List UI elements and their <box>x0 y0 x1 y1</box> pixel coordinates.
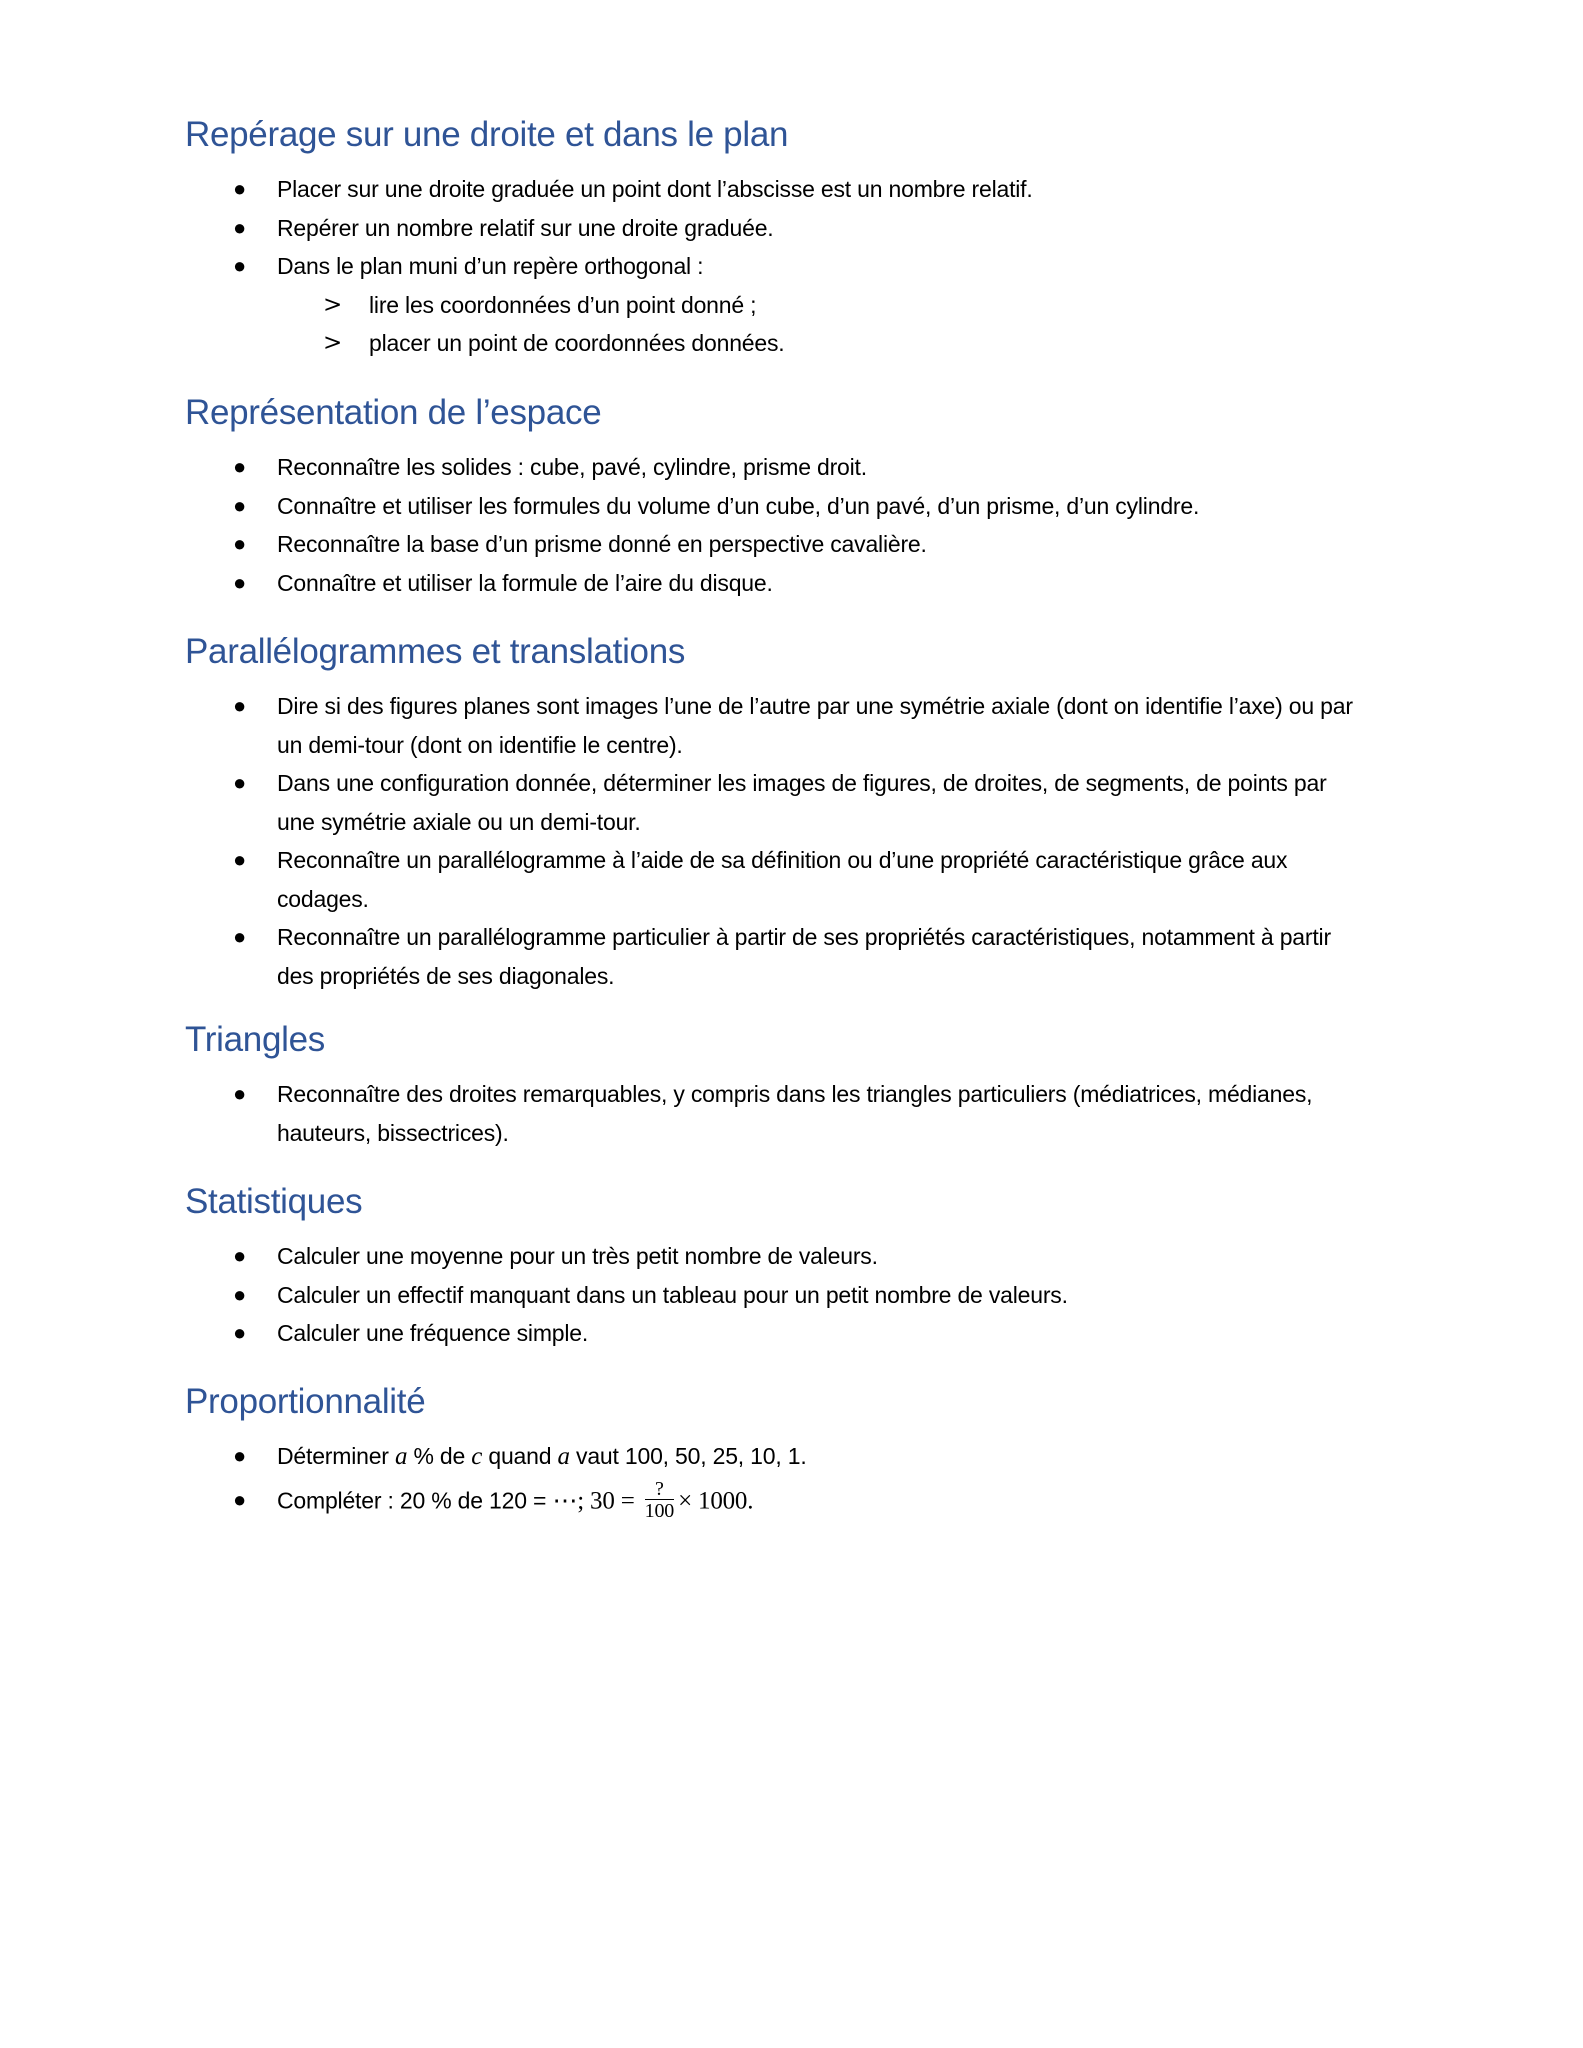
sub-list-item: > lire les coordonnées d’un point donné ; <box>185 286 1385 325</box>
list-item: ● Dans une configuration donnée, déterminer les images de figures, de droites, de segments, de points par une symétrie axiale ou un demi-tour. <box>185 764 1357 841</box>
list-item: ● Dans le plan muni d’un repère orthogonal : <box>185 247 1357 286</box>
list-item: ● Calculer une moyenne pour un très petit nombre de valeurs. <box>185 1237 1357 1276</box>
list-item: ● Connaître et utiliser les formules du volume d’un cube, d’un pavé, d’un prisme, d’un cylindre. <box>185 487 1357 526</box>
bullet-icon: ● <box>233 1320 247 1345</box>
section-reperage <box>185 113 1385 363</box>
bullet-icon: ● <box>233 214 247 240</box>
list-item: ● Calculer un effectif manquant dans un tableau pour un petit nombre de valeurs. <box>185 1276 1357 1315</box>
math-variable: a <box>394 1443 408 1470</box>
bullet-list <box>185 687 1385 995</box>
bullet-list <box>185 1437 1385 1524</box>
section-parallelogrammes <box>185 630 1385 995</box>
section-heading: Repérage sur une droite et dans le plan <box>185 115 789 154</box>
bullet-icon: ● <box>233 847 247 872</box>
bullet-icon: ● <box>233 770 247 795</box>
bullet-icon: ● <box>233 1443 247 1468</box>
section-heading: Proportionnalité <box>185 1382 426 1421</box>
bullet-icon: ● <box>233 1486 247 1512</box>
math-ellipsis: ⋯ <box>552 1487 578 1515</box>
section-statistiques <box>185 1180 1385 1353</box>
list-item: ● Déterminer a % de c quand a vaut 100, 50, 25, 10, 1. <box>185 1437 1357 1477</box>
list-item: ● Reconnaître les solides : cube, pavé, cylindre, prisme droit. <box>185 448 1357 487</box>
bullet-icon: ● <box>233 569 247 595</box>
list-item: ● Reconnaître un parallélogramme à l’aide de sa définition ou d’une propriété caractéristique grâce aux codages. <box>185 841 1357 918</box>
list-item: ● Repérer un nombre relatif sur une droite graduée. <box>185 209 1357 248</box>
bullet-list <box>185 448 1385 602</box>
section-heading: Statistiques <box>185 1182 363 1221</box>
list-item: ● Calculer une fréquence simple. <box>185 1314 1357 1353</box>
bullet-icon: ● <box>233 1243 247 1268</box>
list-item: ● Compléter : 20 % de 120 = ⋯; 30 = $\frac{?}{100}$ × 1000. <box>233 1477 754 1522</box>
bullet-icon: ● <box>233 253 247 278</box>
section-heading: Parallélogrammes et translations <box>185 632 686 671</box>
bullet-list <box>185 170 1385 363</box>
section-proportionnalite <box>185 1380 1385 1524</box>
list-item: ● Dire si des figures planes sont images l’une de l’autre par une symétrie axiale (dont on identifie l’axe) ou par un demi-tour (dont on identifie le centre). <box>185 687 1357 764</box>
bullet-icon: ● <box>233 924 247 949</box>
list-item: ● Placer sur une droite graduée un point dont l’abscisse est un nombre relatif. <box>185 170 1357 209</box>
section-espace <box>185 391 1385 602</box>
bullet-list <box>185 1237 1385 1353</box>
bullet-icon: ● <box>233 1081 247 1106</box>
math-fraction: $\frac{?}{100}$ <box>644 1477 675 1522</box>
sub-list-item: > placer un point de coordonnées données. <box>185 324 1385 363</box>
list-item: ● Reconnaître des droites remarquables, y compris dans les triangles particuliers (médiatrices, médianes, hauteurs, bissectrices). <box>185 1075 1357 1152</box>
bullet-list <box>185 1075 1385 1152</box>
math-variable: c <box>471 1443 483 1470</box>
bullet-icon: ● <box>233 1281 247 1307</box>
bullet-icon: ● <box>233 492 247 518</box>
chevron-right-icon: > <box>323 291 343 318</box>
math-variable: a <box>557 1443 570 1470</box>
bullet-icon: ● <box>233 454 247 479</box>
bullet-icon: ● <box>233 531 247 556</box>
list-item: ● Reconnaître un parallélogramme particulier à partir de ses propriétés caractéristiques, notamment à partir des propriétés de ses diagonales. <box>185 918 1357 995</box>
bullet-icon: ● <box>233 176 247 201</box>
chevron-right-icon: > <box>323 330 343 356</box>
list-item: ● Connaître et utiliser la formule de l’aire du disque. <box>185 564 1357 603</box>
section-heading: Représentation de l’espace <box>185 393 602 432</box>
bullet-icon: ● <box>233 693 247 718</box>
list-item: ● Reconnaître la base d’un prisme donné en perspective cavalière. <box>185 525 1357 564</box>
section-triangles <box>185 1018 1385 1152</box>
section-heading: Triangles <box>185 1020 325 1059</box>
